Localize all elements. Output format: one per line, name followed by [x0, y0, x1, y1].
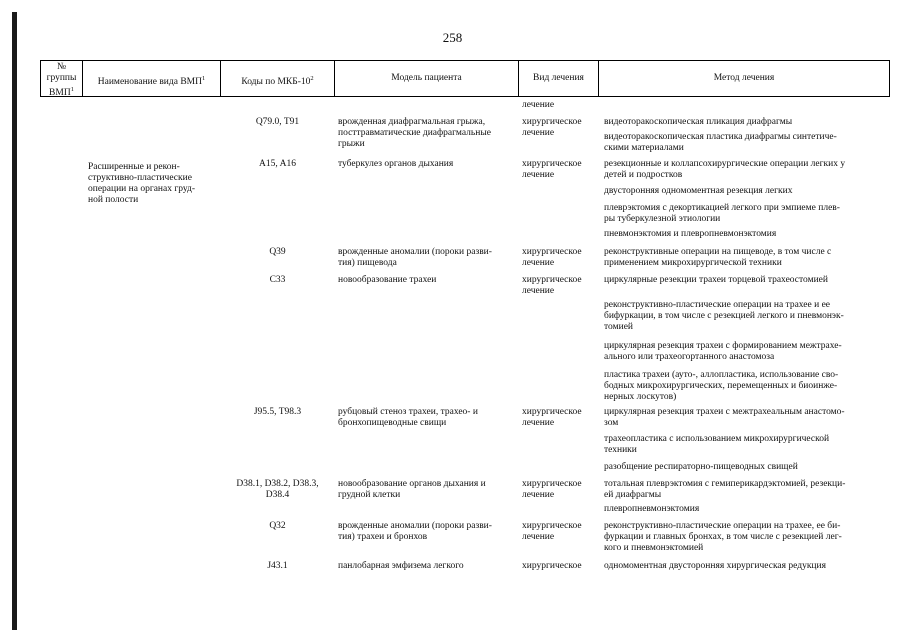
treatment-type: хирургическое лечение — [522, 479, 582, 500]
treatment-method: реконструктивные операции на пищеводе, в том числе с применением микрохирургической техники — [604, 247, 832, 268]
header-top-rule — [40, 60, 890, 61]
header-treatment-type: Вид лечения — [533, 73, 584, 83]
patient-model: туберкулез органов дыхания — [338, 159, 454, 169]
icd-code: C33 — [269, 275, 286, 285]
treatment-method: пластика трахеи (ауто-, аллопластика, использование сво- бодных микрохирургических, перемещенных и биоинже- нерных лоскутов) — [604, 370, 839, 402]
treatment-method: циркулярные резекции трахеи торцевой трахеостомией — [604, 275, 828, 285]
treatment-method: тотальная плеврэктомия с гемиперикардэктомией, резекци- ей диафрагмы — [604, 479, 846, 500]
treatment-method: видеоторакоскопическая пластика диафрагмы синтетиче- скими материалами — [604, 132, 837, 153]
treatment-method: плевропневмонэктомия — [604, 504, 700, 514]
patient-model: врожденная диафрагмальная грыжа, посттравматические диафрагмальные грыжи — [338, 117, 491, 149]
icd-code: J43.1 — [267, 561, 288, 571]
treatment-type: хирургическое лечение — [522, 117, 582, 138]
header-treatment-method: Метод лечения — [713, 73, 775, 83]
icd-code: D38.1, D38.2, D38.3, D38.4 — [236, 479, 319, 500]
treatment-method: реконструктивно-пластические операции на трахее, ее би- фуркации и главных бронхах, в том числе с резекцией лег- кого и пневмонэктомией — [604, 521, 842, 553]
patient-model: новообразование органов дыхания и грудной клетки — [338, 479, 486, 500]
treatment-method: циркулярная резекция трахеи с формированием межтрахе- ального или трахеогортанного анастомоза — [604, 341, 842, 362]
treatment-method: реконструктивно-пластические операции на трахее и ее бифуркации, в том числе с резекцией легкого и пневмонэк- томией — [604, 300, 844, 332]
treatment-type: хирургическое лечение — [522, 247, 582, 268]
treatment-method: резекционные и коллапсохирургические операции легких у детей и подростков — [604, 159, 846, 180]
icd-code: Q32 — [269, 521, 286, 531]
treatment-type: хирургическое лечение — [522, 407, 582, 428]
page-binding-bar — [12, 12, 17, 630]
header-icd-codes: Коды по МКБ-$10^2$ — [241, 75, 314, 88]
treatment-method: циркулярная резекция трахеи с межтрахеальным анастомо- зом — [604, 407, 845, 428]
patient-model: рубцовый стеноз трахеи, трахео- и бронхопищеводные свищи — [338, 407, 478, 428]
treatment-type: хирургическое лечение — [522, 159, 582, 180]
patient-model: панлобарная эмфизема легкого — [338, 561, 464, 571]
treatment-type: хирургическое — [522, 561, 582, 571]
treatment-method: двусторонняя одномоментная резекция легких — [604, 186, 793, 196]
header-vmp-name: Наименование вида ВМП$^1$ — [97, 75, 206, 88]
treatment-type: хирургическое лечение — [522, 275, 582, 296]
header-group-number: № группы ВМП$^1$ — [46, 62, 77, 99]
treatment-method: разобщение респираторно-пищеводных свищей — [604, 462, 798, 472]
header-separator — [889, 60, 890, 96]
icd-code: J95.5, T98.3 — [253, 407, 302, 417]
treatment-method: трахеопластика с использованием микрохирургической техники — [604, 434, 830, 455]
vmp-group-name: Расширенные и рекон- структивно-пластические операции на органах груд- ной полости — [88, 162, 196, 205]
icd-code: Q39 — [269, 247, 286, 257]
treatment-method: пневмонэктомия и плевропневмонэктомия — [604, 229, 777, 239]
icd-code: Q79.0, T91 — [255, 117, 300, 127]
patient-model: новообразование трахеи — [338, 275, 437, 285]
header-bottom-rule — [40, 96, 890, 97]
treatment-method: плеврэктомия с декортикацией легкого при эмпиеме плев- ры туберкулезной этиологии — [604, 203, 840, 224]
patient-model: врожденные аномалии (пороки разви- тия) трахеи и бронхов — [338, 521, 492, 542]
treatment-type: лечение — [522, 100, 555, 110]
header-patient-model: Модель пациента — [391, 73, 462, 83]
page-number: 258 — [442, 30, 463, 45]
treatment-method: одномоментная двусторонняя хирургическая редукция — [604, 561, 826, 571]
patient-model: врожденные аномалии (пороки разви- тия) пищевода — [338, 247, 492, 268]
icd-code: A15, A16 — [259, 159, 296, 169]
treatment-method: видеоторакоскопическая пликация диафрагмы — [604, 117, 793, 127]
treatment-type: хирургическое лечение — [522, 521, 582, 542]
